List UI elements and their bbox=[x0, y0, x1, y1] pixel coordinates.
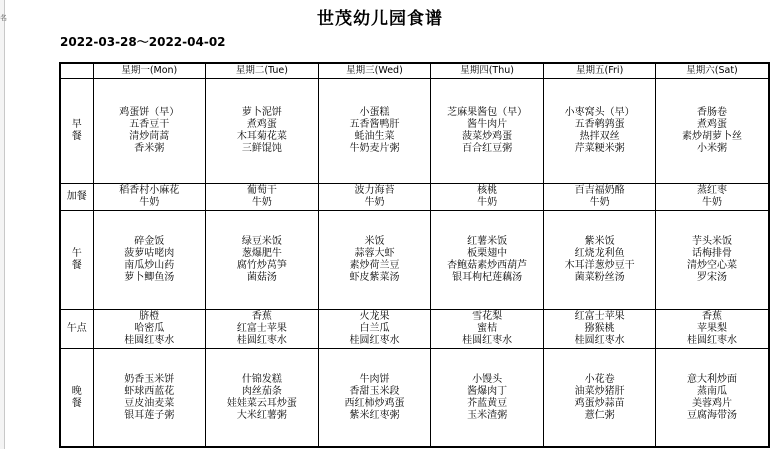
menu-cell bbox=[206, 211, 319, 310]
morning-snack-row bbox=[60, 184, 769, 211]
menu-cell bbox=[656, 184, 769, 211]
corner-cell bbox=[60, 63, 93, 79]
dish-item: 百合红豆粥 bbox=[462, 143, 513, 154]
meal-label bbox=[60, 184, 93, 211]
menu-cell bbox=[543, 211, 656, 310]
dish-item: 意大利炒面 bbox=[687, 373, 738, 385]
dish-item: 清炒茼蒿 bbox=[129, 131, 170, 142]
dish-item: 蒸南瓜 bbox=[697, 385, 728, 397]
menu-cell bbox=[93, 211, 206, 310]
meal-label-text: 午点 bbox=[66, 323, 87, 334]
dish-item: 芋头米饭 bbox=[692, 236, 733, 247]
dish-item: 葱爆肥牛 bbox=[241, 248, 282, 259]
dish-item: 五香豆干 bbox=[129, 119, 170, 130]
menu-cell bbox=[318, 349, 431, 448]
menu-cell bbox=[206, 310, 319, 349]
menu-cell bbox=[93, 79, 206, 184]
day-header-thu: 星期四(Thu) bbox=[431, 63, 544, 79]
dish-item: 南瓜炒山药 bbox=[124, 260, 175, 271]
menu-cell bbox=[543, 310, 656, 349]
dish-item: 腐竹炒莴笋 bbox=[236, 260, 287, 271]
page-title: 世茂幼儿园食谱 bbox=[317, 9, 443, 29]
dish-item: 木耳洋葱炒豆干 bbox=[564, 260, 635, 271]
dish-item: 肉丝茄条 bbox=[241, 385, 282, 397]
dish-item: 萝卜泥饼 bbox=[241, 107, 282, 118]
dish-item: 清炒空心菜 bbox=[687, 260, 738, 271]
dish-item: 红富士苹果 bbox=[574, 311, 625, 322]
dish-item: 紫米红枣粥 bbox=[349, 409, 400, 421]
menu-cell bbox=[318, 310, 431, 349]
dish-item: 雪花梨 bbox=[472, 311, 503, 322]
dish-item: 豆皮油麦菜 bbox=[124, 397, 175, 409]
dish-item: 杏鲍菇素炒西葫芦 bbox=[447, 260, 528, 271]
dish-item: 牛奶 bbox=[702, 197, 723, 208]
dish-item: 美蓉鸡片 bbox=[692, 397, 733, 409]
dish-item: 三鲜馄饨 bbox=[241, 143, 282, 154]
meal-label bbox=[60, 310, 93, 349]
day-header-row bbox=[60, 63, 769, 79]
dish-item: 火龙果 bbox=[359, 311, 390, 322]
dish-item: 娃娃菜云耳炒蛋 bbox=[226, 397, 297, 409]
meal-label-text: 午 bbox=[71, 248, 82, 259]
dish-item: 什锦发糕 bbox=[241, 373, 282, 385]
menu-cell bbox=[431, 184, 544, 211]
dish-item: 波力海苔 bbox=[354, 185, 395, 196]
dish-item: 萝卜鲫鱼汤 bbox=[124, 272, 175, 283]
dish-item: 紫米饭 bbox=[584, 236, 615, 247]
dish-item: 豆腐海带汤 bbox=[687, 409, 738, 421]
dish-item: 小米粥 bbox=[697, 143, 728, 154]
dish-item: 酱爆肉丁 bbox=[467, 385, 508, 397]
dish-item: 香肠卷 bbox=[697, 107, 728, 118]
menu-cell bbox=[431, 79, 544, 184]
menu-cell bbox=[318, 211, 431, 310]
edge-mark: 名 bbox=[0, 14, 7, 22]
menu-cell bbox=[93, 184, 206, 211]
dish-item: 煮鸡蛋 bbox=[246, 119, 277, 130]
dish-item: 碎金饭 bbox=[134, 236, 165, 247]
meal-label bbox=[60, 349, 93, 448]
dish-item: 红富士苹果 bbox=[236, 323, 287, 334]
dish-item: 桂圆红枣水 bbox=[574, 335, 625, 346]
dish-item: 哈密瓜 bbox=[134, 323, 165, 334]
dish-item: 五香酱鸭肝 bbox=[349, 119, 400, 130]
dish-item: 蒜蓉大虾 bbox=[354, 248, 395, 259]
dish-item: 苹果梨 bbox=[697, 323, 728, 334]
day-header-wed: 星期三(Wed) bbox=[318, 63, 431, 79]
dish-item: 蒸红枣 bbox=[697, 185, 728, 196]
menu-cell bbox=[656, 349, 769, 448]
dish-item: 菌菜粉丝汤 bbox=[574, 272, 625, 283]
dish-item: 桂圆红枣水 bbox=[687, 335, 738, 346]
dish-item: 白兰瓜 bbox=[359, 323, 390, 334]
menu-table bbox=[59, 62, 770, 448]
dish-item: 菌菇汤 bbox=[246, 272, 277, 283]
menu-cell bbox=[318, 79, 431, 184]
meal-label bbox=[60, 79, 93, 184]
dish-item: 百吉福奶酪 bbox=[574, 185, 625, 196]
dish-item: 小枣窝头（早） bbox=[564, 107, 635, 118]
dish-item: 虾皮紫菜汤 bbox=[349, 272, 400, 283]
dish-item: 桂圆红枣水 bbox=[124, 335, 175, 346]
dish-item: 香甜玉米段 bbox=[349, 385, 400, 397]
menu-cell bbox=[93, 349, 206, 448]
menu-cell bbox=[206, 79, 319, 184]
dish-item: 米饭 bbox=[364, 236, 385, 247]
dish-item: 虾球西蓝花 bbox=[124, 385, 175, 397]
dish-item: 牛奶 bbox=[139, 197, 160, 208]
dish-item: 鸡蛋饼（早） bbox=[119, 107, 180, 118]
dish-item: 板栗翅中 bbox=[467, 248, 508, 259]
menu-cell bbox=[206, 349, 319, 448]
dish-item: 罗宋汤 bbox=[697, 272, 728, 283]
dish-item: 桂圆红枣水 bbox=[349, 335, 400, 346]
dish-item: 香米粥 bbox=[134, 143, 165, 154]
breakfast-row bbox=[60, 79, 769, 184]
dish-item: 奶香玉米饼 bbox=[124, 373, 175, 385]
meal-label-text: 餐 bbox=[71, 397, 82, 409]
dish-item: 绿豆米饭 bbox=[241, 236, 282, 247]
menu-cell bbox=[431, 349, 544, 448]
dish-item: 素炒胡萝卜丝 bbox=[682, 131, 743, 142]
dish-item: 芹菜粳米粥 bbox=[574, 143, 625, 154]
afternoon-snack-row bbox=[60, 310, 769, 349]
date-range: 2022-03-28～2022-04-02 bbox=[60, 35, 226, 49]
dish-item: 桂圆红枣水 bbox=[462, 335, 513, 346]
dish-item: 桂圆红枣水 bbox=[236, 335, 287, 346]
dish-item: 牛肉饼 bbox=[359, 373, 390, 385]
dish-item: 油菜炒猪肝 bbox=[574, 385, 625, 397]
meal-label bbox=[60, 211, 93, 310]
dish-item: 香蕉 bbox=[702, 311, 723, 322]
dish-item: 银耳枸杞莲藕汤 bbox=[452, 272, 523, 283]
menu-cell bbox=[656, 211, 769, 310]
dish-item: 核桃 bbox=[477, 185, 498, 196]
dish-item: 红烧龙利鱼 bbox=[574, 248, 625, 259]
dish-item: 猕猴桃 bbox=[584, 323, 615, 334]
dish-item: 牛奶 bbox=[364, 197, 385, 208]
dish-item: 小馒头 bbox=[472, 373, 503, 385]
dish-item: 热拌双丝 bbox=[579, 131, 620, 142]
day-header-mon: 星期一(Mon) bbox=[93, 63, 206, 79]
dish-item: 五香鹌鹑蛋 bbox=[574, 119, 625, 130]
menu-cell bbox=[543, 79, 656, 184]
dish-item: 蜜桔 bbox=[477, 323, 498, 334]
menu-cell bbox=[543, 349, 656, 448]
dish-item: 薏仁粥 bbox=[584, 409, 615, 421]
dish-item: 牛奶 bbox=[477, 197, 498, 208]
dish-item: 木耳菊花菜 bbox=[236, 131, 287, 142]
dish-item: 菠菜炒鸡蛋 bbox=[462, 131, 513, 142]
dish-item: 芥蓝黄豆 bbox=[467, 397, 508, 409]
menu-cell bbox=[656, 79, 769, 184]
dish-item: 西红柿炒鸡蛋 bbox=[344, 397, 405, 409]
dish-item: 菠萝咕咾肉 bbox=[124, 248, 175, 259]
dish-item: 玉米渣粥 bbox=[467, 409, 508, 421]
menu-cell bbox=[318, 184, 431, 211]
dish-item: 大米红薯粥 bbox=[236, 409, 287, 421]
menu-cell bbox=[543, 184, 656, 211]
menu-cell bbox=[206, 184, 319, 211]
dish-item: 小蛋糕 bbox=[359, 107, 390, 118]
dish-item: 蚝油生菜 bbox=[354, 131, 395, 142]
dish-item: 素炒荷兰豆 bbox=[349, 260, 400, 271]
meal-label-text: 餐 bbox=[71, 260, 82, 271]
dish-item: 小花卷 bbox=[584, 373, 615, 385]
dish-item: 芝麻果酱包（早） bbox=[447, 107, 528, 118]
day-header-fri: 星期五(Fri) bbox=[543, 63, 656, 79]
dish-item: 牛奶麦片粥 bbox=[349, 143, 400, 154]
dish-item: 牛奶 bbox=[251, 197, 272, 208]
meal-label-text: 加餐 bbox=[66, 191, 87, 202]
dish-item: 脐橙 bbox=[139, 311, 160, 322]
dinner-row bbox=[60, 349, 769, 448]
meal-label-text: 晚 bbox=[71, 385, 82, 397]
window-left-edge bbox=[0, 0, 5, 449]
meal-label-text: 早 bbox=[71, 119, 82, 130]
dish-item: 红薯米饭 bbox=[467, 236, 508, 247]
menu-cell bbox=[656, 310, 769, 349]
menu-cell bbox=[431, 211, 544, 310]
dish-item: 香蕉 bbox=[251, 311, 272, 322]
menu-cell bbox=[93, 310, 206, 349]
day-header-tue: 星期二(Tue) bbox=[206, 63, 319, 79]
dish-item: 煮鸡蛋 bbox=[697, 119, 728, 130]
dish-item: 酱牛肉片 bbox=[467, 119, 508, 130]
day-header-sat: 星期六(Sat) bbox=[656, 63, 769, 79]
dish-item: 牛奶 bbox=[589, 197, 610, 208]
dish-item: 银耳莲子粥 bbox=[124, 409, 175, 421]
dish-item: 稻香村小麻花 bbox=[119, 185, 180, 196]
dish-item: 葡萄干 bbox=[246, 185, 277, 196]
lunch-row bbox=[60, 211, 769, 310]
dish-item: 话梅排骨 bbox=[692, 248, 733, 259]
dish-item: 鸡蛋炒蒜苗 bbox=[574, 397, 625, 409]
meal-label-text: 餐 bbox=[71, 131, 82, 142]
menu-cell bbox=[431, 310, 544, 349]
